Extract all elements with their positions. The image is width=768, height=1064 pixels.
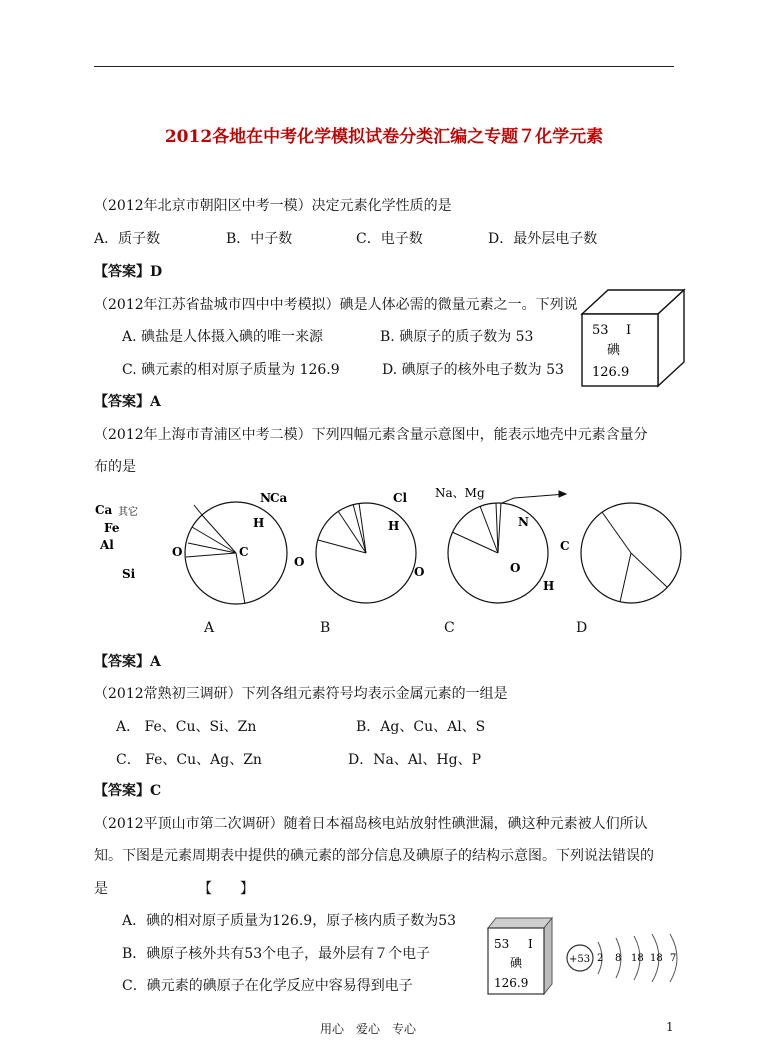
footer-motto: 用心 爱心 专心 (320, 1022, 417, 1036)
pie-c-label-h: H (388, 519, 400, 533)
q1-option-d: D．最外层电子数 (488, 231, 598, 247)
iodine-atom-structure-diagram (564, 930, 692, 986)
q4-answer: 【答案】C (94, 783, 162, 799)
cell-mass: 126.9 (494, 976, 529, 990)
cube-symbol: I (626, 323, 632, 338)
header-rule (94, 66, 674, 67)
pie-chart-d (510, 503, 681, 603)
q5-option-a: A．碘的相对原子质量为126.9，原子核内质子数为53 (122, 913, 457, 929)
iodine-element-cube (580, 288, 690, 390)
pie-b-label-h: H (253, 516, 265, 530)
q2-option-c: C. 碘元素的相对原子质量为 126.9 (122, 362, 340, 378)
page-number: 1 (666, 1020, 674, 1034)
pie-c-label-cl: Cl (393, 491, 408, 505)
page-title: 2012各地在中考化学模拟试卷分类汇编之专题７化学元素 (164, 127, 604, 147)
pie-a-label-o: O (172, 545, 183, 559)
pie-c-label-na-mg: Na、Mg (435, 486, 485, 500)
pie-caption-b: B (320, 620, 331, 636)
cube-name: 碘 (607, 343, 621, 358)
pie-d-label-n: N (518, 515, 529, 529)
q1-stem: （2012年北京市朝阳区中考一模）决定元素化学性质的是 (94, 198, 452, 214)
q3-stem-line2: 布的是 (94, 459, 136, 475)
q5-stem-line2: 知。下图是元素周期表中提供的碘元素的部分信息及碘原子的结构示意图。下列说法错误的 (94, 848, 654, 864)
element-pie-charts (90, 482, 690, 622)
q2-option-a: A. 碘盐是人体摄入碘的唯一来源 (122, 329, 324, 345)
pie-c-label-o: O (414, 565, 425, 579)
pie-b-label-n: N (260, 491, 271, 505)
pie-caption-a: A (204, 620, 215, 636)
q5-answer-bracket: 【 】 (198, 881, 254, 897)
pie-a-label-si: Si (122, 567, 136, 581)
q1-option-b: B．中子数 (226, 231, 293, 247)
q4-stem: （2012常熟初三调研）下列各组元素符号均表示金属元素的一组是 (94, 686, 508, 702)
cube-mass: 126.9 (592, 365, 630, 380)
q4-option-d: D．Na、Al、Hg、P (348, 752, 481, 768)
q4-option-a: A． Fe、Cu、Si、Zn (116, 719, 257, 735)
pie-caption-c: C (444, 620, 455, 636)
q5-stem-line3: 是 (94, 881, 108, 897)
cube-atomic-number: 53 (592, 323, 609, 338)
q4-option-c: C． Fe、Cu、Ag、Zn (116, 752, 262, 768)
nucleus-charge: +53 (569, 954, 591, 965)
shell-1-count: 2 (597, 953, 604, 964)
cell-symbol: I (528, 937, 533, 951)
shell-3-count: 18 (631, 953, 644, 964)
iodine-periodic-cell (484, 914, 554, 996)
q1-option-a: A．质子数 (94, 231, 161, 247)
pie-chart-b (239, 491, 416, 603)
pie-a-label-fe: Fe (104, 521, 120, 535)
cell-name: 碘 (510, 956, 523, 970)
shell-4-count: 18 (650, 953, 663, 964)
q1-answer: 【答案】D (94, 264, 163, 280)
cell-atomic-number: 53 (494, 937, 510, 951)
q2-option-d: D. 碘原子的核外电子数为 53 (382, 362, 564, 378)
pie-b-label-c: C (239, 545, 249, 559)
pie-a-label-al: Al (100, 538, 114, 552)
pie-caption-d: D (576, 620, 588, 636)
pie-d-label-o: O (510, 561, 521, 575)
q2-option-b: B. 碘原子的质子数为 53 (380, 329, 534, 345)
shell-5-count: 7 (670, 953, 677, 964)
pie-a-label-ca: Ca (95, 503, 113, 517)
pie-b-label-o: O (294, 555, 305, 569)
pie-d-label-c: C (560, 539, 570, 553)
pie-d-label-h: H (543, 579, 555, 593)
q5-option-c: C．碘元素的碘原子在化学反应中容易得到电子 (122, 978, 413, 994)
q3-stem-line1: （2012年上海市青浦区中考二模）下列四幅元素含量示意图中，能表示地壳中元素含量分 (94, 427, 648, 443)
q3-answer: 【答案】A (94, 654, 161, 670)
q5-option-b: B．碘原子核外共有53个电子，最外层有７个电子 (122, 946, 431, 962)
q2-stem: （2012年江苏省盐城市四中中考模拟）碘是人体必需的微量元素之一。下列说 (94, 297, 578, 313)
q4-option-b: B．Ag、Cu、Al、S (356, 719, 486, 735)
pie-b-label-ca: Ca (270, 491, 288, 505)
pie-a-label-other: 其它 (118, 507, 138, 518)
q1-option-c: C．电子数 (356, 231, 423, 247)
q5-stem-line1: （2012平顶山市第二次调研）随着日本福岛核电站放射性碘泄漏，碘这种元素被人们所认 (94, 816, 648, 832)
shell-2-count: 8 (615, 953, 622, 964)
q2-answer: 【答案】A (94, 394, 161, 410)
